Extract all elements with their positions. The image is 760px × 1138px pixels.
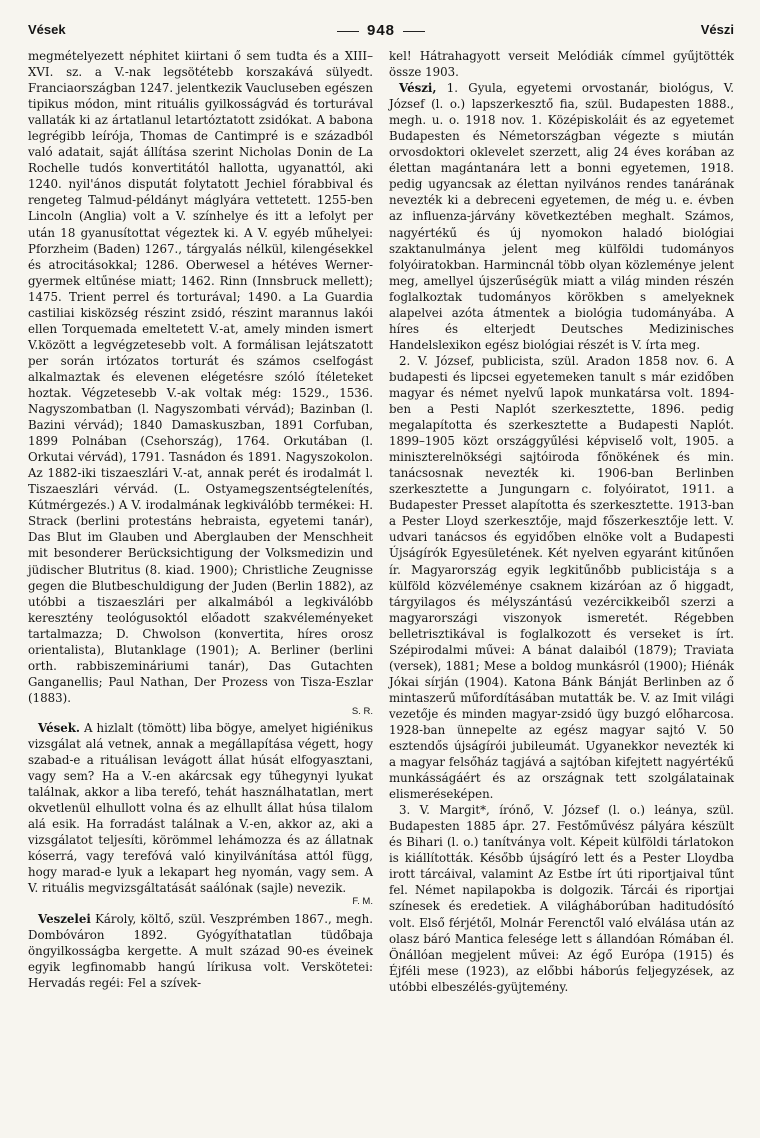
author-signature: F. M.	[352, 896, 373, 908]
header-last-entry: Vészi	[700, 22, 734, 37]
entry-veszi-margit: 3. V. Margit*, írónő, V. József (l. o.) leánya, szül. Budapesten 1885 ápr. 27. Festőművész pályára készült és Bihari (l. o.) tanítványa volt. Képeit külföldi tárlatokon is kiállították. Később újságíró lett és a Pester Lloydba irott tárcáival, valamint Az Estbe írt úti riportjaival tűnt fel. Német napilapokba is dolgozik. Tárcái és riportjai színesek és eredetiek. A világháborúban haditudósító volt. Első férjétől, Molnár Ferenctől való elválása után az olasz báró Mantica felesége lett s állandóan Rómában él. Önállóan megjelent művei: Az égő Európa (1915) és Éjféli mese (1923), az előbbi háborús feljegyzések, az utóbbi elbeszélés-gyüjtemény.	[389, 803, 734, 994]
headword: Veszelei	[38, 911, 91, 926]
entry-continuation: kel! Hátrahagyott verseit Melódiák címmel gyűjtötték össze 1903.	[389, 49, 734, 80]
entry-text: A hizlalt (tömött) liba bögye, amelyet higiénikus vizsgálat alá vetnek, annak a megállapítása végett, hogy szabad-e a rituálisan levágott állat húsát elfogyasztani, vagy sem? Ha a V.-en akárcsak egy tűhegynyi lyukat találnak, akkor a liba terefó, tehát használhatatlan, mert okvetlenül elhullott volna és az elhullt állat húsa tilalom alá esik. Ha forradást találnak a V.-en, akkor az, aki a vizsgálatot teljesíti, körömmel lehámozza és az állatnak kóserrá, vagy terefóvá való kinyilvánítása attól függ, hogy marad-e lyuk a lekapart heg nyomán, vagy sem. A V. rituális megvizsgáltatását saálónak (sajle) nevezik.	[28, 720, 374, 896]
author-signature: S. R.	[351, 705, 373, 717]
entry-veszelei	[28, 911, 373, 991]
text-columns	[28, 48, 734, 995]
headword: Vészi,	[399, 81, 437, 96]
headword: Vések.	[38, 720, 81, 735]
running-header	[28, 22, 734, 42]
page-number-wrap	[28, 22, 734, 39]
header-rule-left	[337, 31, 359, 32]
entry-veszi-jozsef: 2. V. József, publicista, szül. Aradon 1858 nov. 6. A budapesti és lipcsei egyetemeken tanult s már ezidőben magyar és német nyelvű lapok munkatársa volt. 1894-ben a Pesti Naplót szerkesztette, 1896. pedig megalapította és szerkesztette a Budapesti Naplót. 1899–1905 közt országgyűlési képviselő volt, 1905. a miniszterelnökségi sajtóiroda főnökének és min. tanácsosnak nevezték ki. 1906-ban Berlinben szerkesztette a Jungungarn c. folyóiratot, 1911. a Budapester Presset alapította és szerkesztette. 1913-ban a Pester Lloyd szerkesztője, majd főszerkesztője lett. V. udvari tanácsos és egyidőben elnöke volt a Budapesti Újságírók Egyesületének. Két nyelven egyaránt kitűnően ír. Magyarország egyik legkitűnőbb publicistája s a külföld közvéleménye csaknem kizáróan az ő higgadt, tárgyilagos és mélyszántású vezércikkeiből szerzi a magyarországi viszonyok ismeretét. Régebben belletrisztikával is foglalkozott és verseket is írt. Szépirodalmi művei: A bánat dalaiból (1879); Traviata (versek), 1881; Mese a boldog munkásról (1900); Hiénák Jókai sírján (1904). Katona Bánk Bánját Berlinben az ő mintaszerű műfordításában mutatták be. V. az Imit világi vezetője és minden magyar-zsidó ügy buzgó előharcosa. 1928-ban ünnepelte az egész magyar sajtó V. 50 esztendős újságírói jubileumát. Ugyanekkor nevezték ki a magyar felsőház tagjává a sajtóban kifejtett nagyértékű munkásságáért és az országnak tett szolgálatainak elismeréseképen.	[389, 353, 734, 802]
entry-text: 1. Gyula, egyetemi orvostanár, biológus, V. József (l. o.) lapszerkesztő fia, szül. Budapesten 1888., megh. u. o. 1918 nov. 1. Középiskoláit és az egyetemet Budapesten és Németországban végezte s miután orvosdoktori oklevelet szerzett, alig 24 éves korában az élettan magántanára lett a bonni egyetemen, 1918. pedig ugyancsak az élettan nyilvános rendes tanárának nevezték ki a debreceni egyetemen, de még u. e. évben az influenza-járvány következtében meghalt. Számos, nagyértékű és új nyomokon haladó biológiai szaktanulmánya jelent meg külföldi tudományos folyóiratokban. Harmincnál több olyan közleménye jelent meg, amellyel újszerűségük miatt a világ minden részén foglalkoztak tudományos körökben s amelyeknek alapelvei azóta átmentek a biológia tudományába. A híres és elterjedt Deutsches Medizinisches Handelslexikon egész biológiai részét is V. írta meg.	[389, 81, 734, 352]
header-rule-right	[403, 31, 425, 32]
entry-veses	[28, 720, 373, 897]
page-number: 948	[366, 22, 396, 39]
entry-veszi	[389, 80, 734, 353]
entry-text: Károly, költő, szül. Veszprémben 1867., megh. Dombóváron 1892. Gyógyíthatatlan tüdőbaja öngyilkosságba kergette. A mult század 90-es éveinek egyik legfinomabb hangú lírikusa volt. Verskötetei: Hervadás regéi: Fel a szívek-	[28, 911, 373, 990]
header-first-entry: Vések	[28, 22, 66, 37]
entry-continuation: megmételyezett néphitet kiirtani ő sem tudta és a XIII–XVI. sz. a V.-nak legsötétebb korszakává sülyedt. Franciaországban 1247. jelentkezik Vaucluseben egészen tipikus módon, mint rituális gyilkosságvád és torturával vallaták ki az ártatlanul letartóztatott zsidókat. A babona legrégibb leírója, Thomas de Cantimpré is e századból való adatait, saját állítása szerint Nicholas Donin de La Rochelle tudós konvertitától hallotta, ugyanattól, aki 1240. nyil'ános disputát folytatott Jechiel fórabbival és rengeteg Talmud-példányt máglyára vettetett. 1255-ben Lincoln (Anglia) volt a V. színhelye és itt a lefolyt per után 18 gyanusítottat végeztek ki. A V. egyéb műhelyei: Pforzheim (Baden) 1267., tárgyalás nélkül, kilengésekkel és atrocitásokkal; 1286. Oberwesel a hétéves Werner-gyermek eltűnése miatt; 1462. Rinn (Innsbruck mellett); 1475. Trient perrel és torturával; 1490. a La Guardia castiliai kisközség részint zsidó, részint marannus lakói ellen Torquemada emeltetett V.-at, amely minden ismert V.között a legvégzetesebb volt. A formálisan lejátszatott per során irtózatos torturát és számos cselfogást alkalmaztak és elevenen elégetésre szóló ítéleteket hoztak. Végzetesebb V.-ak voltak még: 1529., 1536. Nagyszombatban (l. Nagyszombati vérvád); Bazinban (l. Bazini vérvád); 1840 Damaskuszban, 1891 Corfuban, 1899 Polnában (Csehország), 1764. Orkutában (l. Orkutai vérvád), 1791. Tasnádon és 1891. Nagyszokolon. Az 1882-iki tiszaeszlári V.-at, annak perét és irodalmát l. Tiszaeszlári vérvád. (L. Ostyamegszentségtelenítés, Kútmérgezés.) A V. irodalmának legkiválóbb termékei: H. Strack (berlini protestáns hebraista, egyetemi tanár), Das Blut im Glauben und Aberglauben der Menschheit mit besonderer Berücksichtigung der Volksmedizin und jüdischer Blutritus (8. kiad. 1900); Christliche Zeugnisse gegen die Blutbeschuldigung der Juden (Berlin 1882), az utóbbi a tiszaeszlári per alkalmából a legkiválóbb keresztény teológusoktól előadott szakvéleményeket tartalmazza; D. Chwolson (konvertita, híres orosz orientalista), Blutanklage (1901); A. Berliner (berlini orth. rabbiszemináriumi tanár), Das Gutachten Ganganellis; Paul Nathan, Der Prozess von Tisza-Eszlar (1883).	[28, 49, 373, 705]
column-left	[28, 48, 373, 995]
column-right	[389, 48, 734, 995]
